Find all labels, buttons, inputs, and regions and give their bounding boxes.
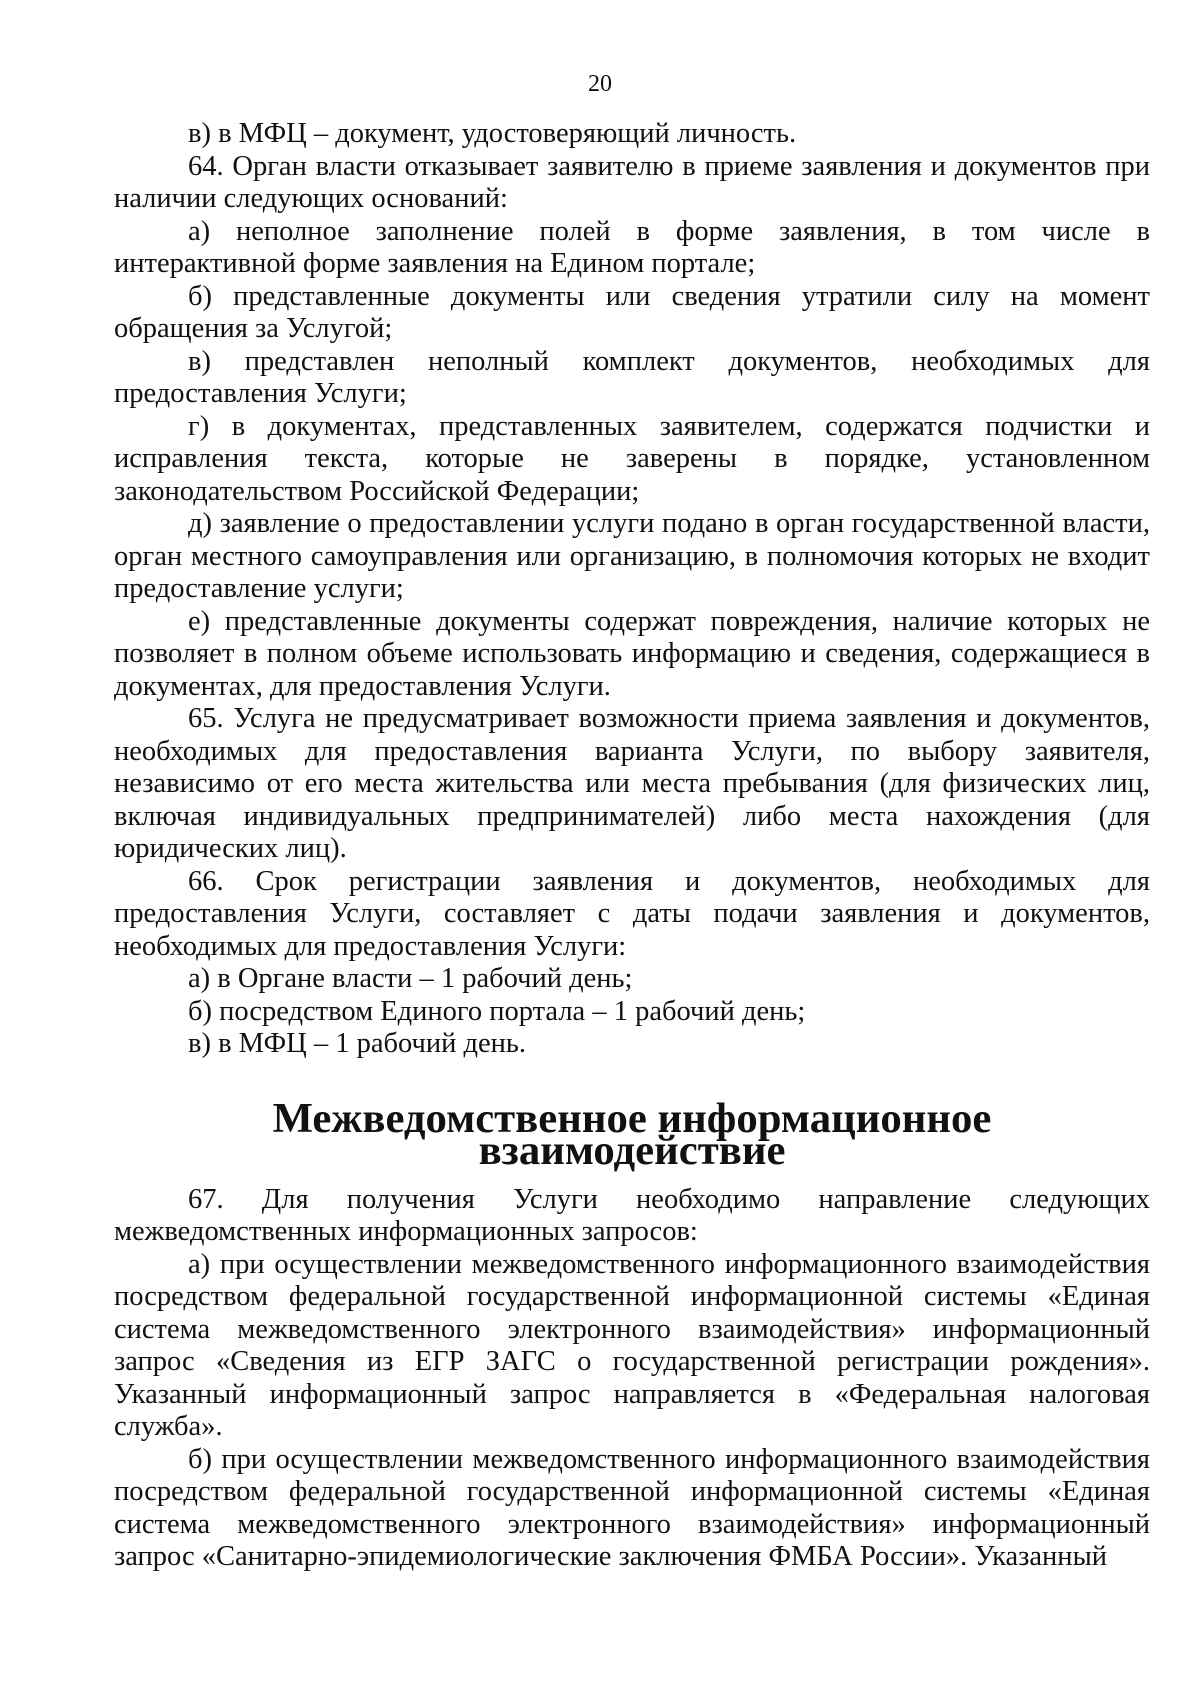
paragraph-64-e: е) представленные документы содержат повреждения, наличие которых не позволяет в полном объеме использовать информацию и сведения, содержащиеся в документах, для предоставления Услуги.	[114, 605, 1150, 702]
paragraph-65: 65. Услуга не предусматривает возможности приема заявления и документов, необходимых для предоставления варианта Услуги, по выбору заявителя, независимо от его места жительства или места пребывания (для физических лиц, включая индивидуальных предпринимателей) либо места нахождения (для юридических лиц).	[114, 703, 1150, 864]
paragraph-66: 66. Срок регистрации заявления и документов, необходимых для предоставления Услуги, составляет с даты подачи заявления и документов, необходимых для предоставления Услуги:	[114, 865, 1150, 962]
paragraph-67: 67. Для получения Услуги необходимо направление следующих межведомственных информационных запросов:	[114, 1183, 1150, 1247]
paragraph-64-a: а) неполное заполнение полей в форме заявления, в том числе в интерактивной форме заявления на Едином портале;	[114, 215, 1150, 279]
paragraph-66-v: в) в МФЦ – 1 рабочий день.	[188, 1028, 526, 1059]
paragraph-64: 64. Орган власти отказывает заявителю в приеме заявления и документов при наличии следующих оснований:	[114, 150, 1150, 214]
paragraph-67-b: б) при осуществлении межведомственного информационного взаимодействия посредством федеральной государственной информационной системы «Единая система межведомственного электронного взаимодействия» информационный запрос «Санитарно-эпидемиологические заключения ФМБА России». Указанный	[114, 1443, 1150, 1572]
paragraph-66-a: а) в Органе власти – 1 рабочий день;	[188, 963, 633, 994]
paragraph-64-g: г) в документах, представленных заявителем, содержатся подчистки и исправления текста, которые не заверены в порядке, установленном законодательством Российской Федерации;	[114, 410, 1150, 507]
section-heading: Межведомственное информационное взаимодействие	[272, 1094, 992, 1174]
paragraph-identity-document: в) в МФЦ – документ, удостоверяющий личность.	[188, 118, 797, 149]
paragraph-64-b: б) представленные документы или сведения утратили силу на момент обращения за Услугой;	[114, 280, 1150, 344]
paragraph-64-v: в) представлен неполный комплект документов, необходимых для предоставления Услуги;	[114, 345, 1150, 409]
paragraph-67-a: а) при осуществлении межведомственного информационного взаимодействия посредством федеральной государственной информационной системы «Единая система межведомственного электронного взаимодействия» информационный запрос «Сведения из ЕГР ЗАГС о государственной регистрации рождения». Указанный информационный запрос направляется в «Федеральная налоговая служба».	[114, 1248, 1150, 1442]
paragraph-64-d: д) заявление о предоставлении услуги подано в орган государственной власти, орган местного самоуправления или организацию, в полномочия которых не входит предоставление услуги;	[114, 508, 1150, 604]
document-body	[114, 118, 1150, 1574]
page-number: 20	[588, 71, 612, 97]
paragraph-66-b: б) посредством Единого портала – 1 рабочий день;	[188, 995, 806, 1027]
